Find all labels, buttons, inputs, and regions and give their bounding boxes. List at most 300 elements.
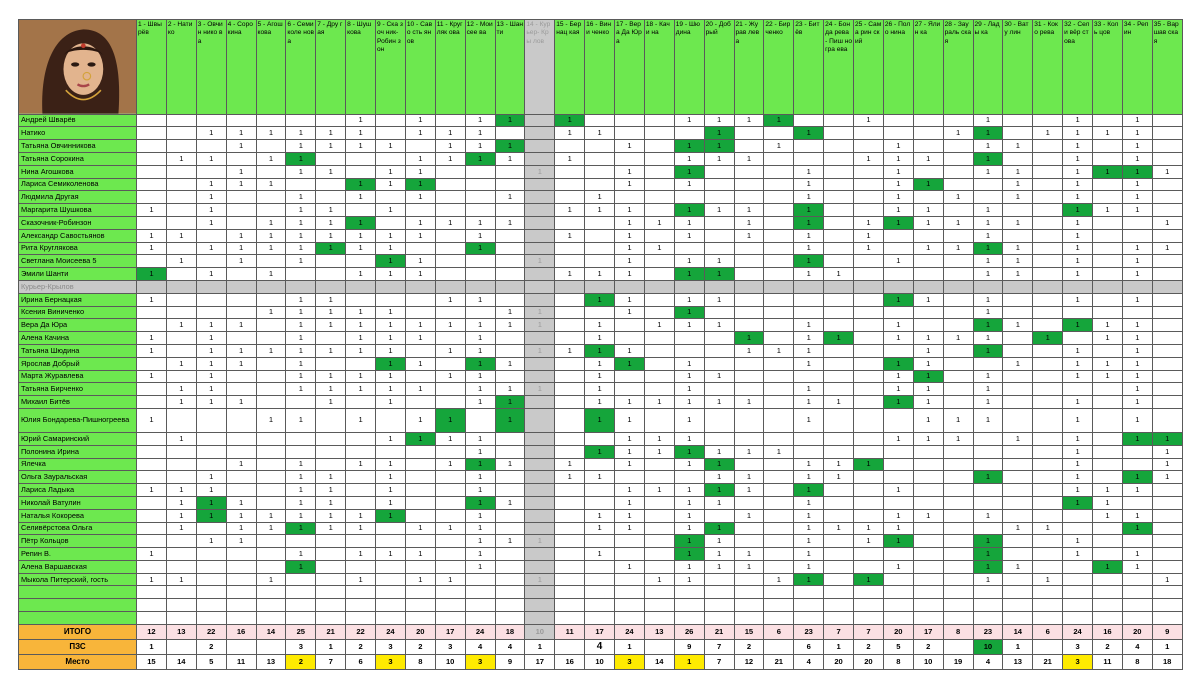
vote-cell	[764, 152, 794, 165]
vote-cell: 1	[465, 127, 495, 140]
vote-cell	[555, 496, 585, 509]
vote-cell: 1	[555, 127, 585, 140]
vote-cell	[854, 471, 884, 484]
vote-cell: 1	[1063, 242, 1093, 255]
vote-cell	[1033, 140, 1063, 153]
participant-row	[19, 344, 1183, 357]
vote-cell: 1	[346, 370, 376, 383]
vote-cell: 1	[1003, 191, 1033, 204]
vote-cell	[1152, 396, 1182, 409]
vote-cell	[824, 560, 854, 573]
vote-cell	[734, 383, 764, 396]
total-row-value: 6	[1033, 624, 1063, 639]
column-header-29: 29 - Лады ка	[973, 20, 1003, 115]
participant-row	[19, 152, 1183, 165]
vote-cell: 1	[854, 458, 884, 471]
vote-cell	[495, 127, 525, 140]
vote-cell	[913, 471, 943, 484]
vote-cell	[913, 255, 943, 268]
vote-cell	[943, 548, 973, 561]
vote-cell: 1	[615, 178, 645, 191]
vote-cell	[883, 114, 913, 127]
vote-cell: 1	[973, 535, 1003, 548]
vote-cell: 1	[286, 152, 316, 165]
vote-cell: 1	[435, 152, 465, 165]
total-row-value: 17	[913, 624, 943, 639]
vote-cell: 1	[405, 332, 435, 345]
vote-cell: 1	[674, 396, 704, 409]
vote-cell	[943, 370, 973, 383]
vote-cell: 1	[615, 293, 645, 306]
vote-cell	[376, 560, 406, 573]
vote-cell	[913, 229, 943, 242]
vote-cell: 1	[495, 458, 525, 471]
vote-cell	[555, 319, 585, 332]
place-row-value: 20	[824, 654, 854, 669]
column-header-25: 25 - Сама рин ский	[854, 20, 884, 115]
vote-cell	[704, 332, 734, 345]
vote-cell	[644, 357, 674, 370]
vote-cell	[1003, 280, 1033, 293]
vote-cell	[1093, 114, 1123, 127]
vote-cell	[1003, 370, 1033, 383]
vote-cell: 1	[883, 509, 913, 522]
vote-cell: 1	[1033, 332, 1063, 345]
vote-cell	[196, 306, 226, 319]
vote-cell	[316, 178, 346, 191]
vote-cell	[1122, 573, 1152, 586]
total-row-value: 24	[1063, 624, 1093, 639]
column-header-26: 26 - Поло нина	[883, 20, 913, 115]
vote-cell: 1	[734, 445, 764, 458]
vote-cell	[913, 458, 943, 471]
vote-cell	[137, 255, 167, 268]
vote-cell	[286, 535, 316, 548]
vote-cell: 1	[973, 216, 1003, 229]
vote-cell	[734, 127, 764, 140]
vote-cell: 1	[286, 306, 316, 319]
vote-cell	[973, 357, 1003, 370]
vote-cell	[615, 280, 645, 293]
vote-cell: 1	[226, 255, 256, 268]
vote-cell	[495, 586, 525, 599]
vote-cell	[734, 319, 764, 332]
vote-cell: 1	[615, 408, 645, 432]
participant-row	[19, 396, 1183, 409]
vote-cell	[196, 522, 226, 535]
vote-cell	[644, 408, 674, 432]
vote-cell	[1122, 599, 1152, 612]
vote-cell: 1	[824, 332, 854, 345]
vote-cell: 1	[913, 293, 943, 306]
vote-cell: 1	[196, 370, 226, 383]
vote-cell	[286, 268, 316, 281]
participant-row	[19, 560, 1183, 573]
vote-cell: 1	[704, 204, 734, 217]
participant-name: Репин В.	[19, 548, 137, 561]
vote-cell	[854, 484, 884, 497]
vote-cell: 1	[585, 408, 615, 432]
vote-cell	[913, 496, 943, 509]
vote-cell: 1	[644, 484, 674, 497]
total-row-value: 22	[196, 624, 226, 639]
vote-cell	[883, 344, 913, 357]
vote-cell: 1	[316, 471, 346, 484]
vote-cell	[854, 370, 884, 383]
vote-cell	[854, 344, 884, 357]
vote-cell: 1	[615, 140, 645, 153]
vote-cell: 1	[973, 344, 1003, 357]
vote-cell	[1063, 306, 1093, 319]
vote-cell: 1	[316, 165, 346, 178]
vote-cell	[286, 599, 316, 612]
participant-row	[19, 496, 1183, 509]
vote-cell	[256, 165, 286, 178]
vote-cell	[913, 319, 943, 332]
vote-cell	[495, 268, 525, 281]
vote-cell: 1	[704, 152, 734, 165]
vote-cell	[256, 255, 286, 268]
vote-cell: 1	[465, 458, 495, 471]
vote-cell	[1093, 178, 1123, 191]
vote-cell: 1	[376, 268, 406, 281]
vote-cell: 1	[1003, 319, 1033, 332]
vote-cell: 1	[674, 535, 704, 548]
vote-cell	[137, 319, 167, 332]
vote-cell: 1	[137, 573, 167, 586]
vote-cell	[644, 127, 674, 140]
vote-cell: 1	[734, 560, 764, 573]
vote-cell: 1	[1122, 319, 1152, 332]
vote-cell	[734, 573, 764, 586]
vote-cell	[376, 191, 406, 204]
vote-cell: 1	[854, 229, 884, 242]
participant-row	[19, 306, 1183, 319]
vote-cell: 1	[615, 229, 645, 242]
vote-cell	[704, 344, 734, 357]
vote-cell	[525, 191, 555, 204]
place-row-value: 7	[316, 654, 346, 669]
participant-row	[19, 573, 1183, 586]
vote-cell	[465, 268, 495, 281]
pzs-row-value: 4	[465, 639, 495, 654]
vote-cell: 1	[794, 509, 824, 522]
vote-cell: 1	[764, 573, 794, 586]
vote-cell: 1	[555, 471, 585, 484]
vote-cell: 1	[495, 496, 525, 509]
vote-cell: 1	[346, 178, 376, 191]
participant-name: Полонина Ирина	[19, 445, 137, 458]
vote-cell: 1	[854, 522, 884, 535]
vote-cell: 1	[1093, 127, 1123, 140]
vote-cell	[256, 484, 286, 497]
vote-cell	[495, 204, 525, 217]
vote-cell: 1	[316, 306, 346, 319]
vote-cell	[346, 432, 376, 445]
vote-cell	[226, 293, 256, 306]
vote-cell: 1	[1063, 268, 1093, 281]
vote-cell: 1	[137, 548, 167, 561]
vote-cell	[196, 445, 226, 458]
vote-cell	[525, 432, 555, 445]
vote-cell	[734, 408, 764, 432]
vote-cell: 1	[883, 383, 913, 396]
vote-cell	[1152, 484, 1182, 497]
vote-cell	[734, 458, 764, 471]
vote-cell: 1	[405, 573, 435, 586]
vote-cell: 1	[316, 127, 346, 140]
vote-cell: 1	[794, 548, 824, 561]
vote-cell: 1	[346, 229, 376, 242]
vote-cell	[824, 573, 854, 586]
vote-cell: 1	[1063, 396, 1093, 409]
vote-cell	[495, 255, 525, 268]
vote-cell: 1	[316, 204, 346, 217]
vote-cell	[644, 599, 674, 612]
vote-cell: 1	[854, 114, 884, 127]
vote-cell: 1	[1122, 114, 1152, 127]
vote-cell: 1	[256, 344, 286, 357]
vote-cell	[1093, 522, 1123, 535]
vote-cell: 1	[674, 268, 704, 281]
place-row	[19, 654, 1183, 669]
vote-cell	[854, 383, 884, 396]
vote-cell	[405, 560, 435, 573]
vote-cell	[166, 280, 196, 293]
vote-cell: 1	[1152, 432, 1182, 445]
vote-cell: 1	[943, 242, 973, 255]
vote-cell	[555, 445, 585, 458]
vote-cell: 1	[465, 484, 495, 497]
vote-cell	[435, 509, 465, 522]
vote-cell: 1	[1122, 509, 1152, 522]
vote-cell	[316, 191, 346, 204]
vote-cell	[704, 383, 734, 396]
vote-cell: 1	[1063, 229, 1093, 242]
vote-cell: 1	[435, 522, 465, 535]
vote-cell: 1	[166, 396, 196, 409]
vote-cell: 1	[973, 152, 1003, 165]
vote-cell: 1	[913, 432, 943, 445]
vote-cell: 1	[615, 216, 645, 229]
vote-cell: 1	[316, 522, 346, 535]
vote-cell	[943, 496, 973, 509]
vote-cell: 1	[794, 204, 824, 217]
place-row-value: 20	[854, 654, 884, 669]
participant-name: Нина Агошкова	[19, 165, 137, 178]
vote-cell: 1	[704, 548, 734, 561]
vote-cell	[854, 445, 884, 458]
vote-cell	[1003, 445, 1033, 458]
vote-cell	[166, 268, 196, 281]
vote-cell: 1	[615, 165, 645, 178]
participant-name	[19, 586, 137, 599]
vote-cell	[346, 357, 376, 370]
vote-cell: 1	[674, 509, 704, 522]
total-row-value: 13	[644, 624, 674, 639]
vote-cell	[555, 522, 585, 535]
vote-cell	[196, 599, 226, 612]
vote-cell	[704, 599, 734, 612]
participant-name: Татьяна Бирченко	[19, 383, 137, 396]
vote-cell	[764, 522, 794, 535]
vote-cell: 1	[585, 471, 615, 484]
vote-cell	[376, 599, 406, 612]
vote-cell	[644, 496, 674, 509]
vote-cell	[1003, 306, 1033, 319]
vote-cell: 1	[794, 573, 824, 586]
vote-cell: 1	[376, 242, 406, 255]
vote-cell	[615, 370, 645, 383]
vote-cell: 1	[376, 548, 406, 561]
vote-cell	[943, 140, 973, 153]
vote-cell	[644, 255, 674, 268]
vote-cell: 1	[465, 509, 495, 522]
vote-cell	[435, 383, 465, 396]
vote-cell	[495, 471, 525, 484]
vote-cell: 1	[405, 357, 435, 370]
vote-cell	[824, 370, 854, 383]
participant-name: Мыкола Питерский, гость	[19, 573, 137, 586]
vote-cell	[913, 445, 943, 458]
vote-cell	[465, 178, 495, 191]
vote-cell	[943, 612, 973, 625]
vote-cell	[137, 383, 167, 396]
vote-cell	[764, 306, 794, 319]
vote-cell	[196, 293, 226, 306]
vote-cell: 1	[166, 255, 196, 268]
vote-cell: 1	[674, 573, 704, 586]
vote-cell: 1	[585, 191, 615, 204]
participant-row	[19, 548, 1183, 561]
vote-cell	[525, 370, 555, 383]
vote-cell	[615, 152, 645, 165]
vote-cell	[824, 127, 854, 140]
column-header-16: 16 - Вини ченко	[585, 20, 615, 115]
vote-cell	[883, 586, 913, 599]
vote-cell	[166, 408, 196, 432]
vote-cell	[734, 535, 764, 548]
vote-cell	[644, 191, 674, 204]
vote-cell: 1	[196, 496, 226, 509]
vote-cell: 1	[674, 255, 704, 268]
vote-cell: 1	[1152, 458, 1182, 471]
vote-cell	[734, 586, 764, 599]
vote-cell	[1093, 599, 1123, 612]
vote-cell: 1	[555, 114, 585, 127]
vote-cell	[854, 127, 884, 140]
participant-name: Лариса Ладыка	[19, 484, 137, 497]
participant-name: Эмили Шанти	[19, 268, 137, 281]
vote-cell	[495, 548, 525, 561]
vote-cell	[734, 496, 764, 509]
vote-cell	[525, 204, 555, 217]
participant-name: Сказочник-Робинзон	[19, 216, 137, 229]
vote-cell: 1	[674, 357, 704, 370]
vote-cell: 1	[734, 484, 764, 497]
vote-cell	[644, 383, 674, 396]
vote-cell	[256, 612, 286, 625]
vote-cell	[644, 344, 674, 357]
column-header-35: 35 - Вар шав ская	[1152, 20, 1182, 115]
participant-name: Наталья Кокорева	[19, 509, 137, 522]
vote-cell	[854, 496, 884, 509]
vote-cell	[704, 242, 734, 255]
vote-cell: 1	[674, 370, 704, 383]
total-row-value: 22	[346, 624, 376, 639]
participant-name: Вера Да Юра	[19, 319, 137, 332]
vote-cell	[854, 204, 884, 217]
vote-cell	[585, 216, 615, 229]
vote-cell: 1	[286, 216, 316, 229]
vote-cell	[1093, 229, 1123, 242]
vote-cell	[764, 293, 794, 306]
vote-cell: 1	[794, 216, 824, 229]
vote-cell: 1	[286, 140, 316, 153]
vote-cell: 1	[1122, 152, 1152, 165]
column-header-7: 7 - Дру гая	[316, 20, 346, 115]
vote-cell: 1	[405, 165, 435, 178]
vote-cell	[226, 280, 256, 293]
vote-cell: 1	[973, 165, 1003, 178]
vote-cell	[585, 560, 615, 573]
total-row-value: 10	[525, 624, 555, 639]
vote-cell	[674, 344, 704, 357]
vote-cell	[943, 255, 973, 268]
vote-cell	[644, 586, 674, 599]
vote-cell: 1	[1003, 357, 1033, 370]
participant-name: Лариса Семиколенова	[19, 178, 137, 191]
vote-cell	[644, 140, 674, 153]
vote-cell	[495, 560, 525, 573]
vote-cell	[644, 560, 674, 573]
vote-cell	[1152, 114, 1182, 127]
vote-cell: 1	[824, 396, 854, 409]
vote-cell: 1	[883, 432, 913, 445]
vote-cell	[166, 204, 196, 217]
vote-cell: 1	[883, 204, 913, 217]
vote-cell	[1003, 458, 1033, 471]
vote-cell	[435, 496, 465, 509]
vote-cell	[1033, 484, 1063, 497]
vote-cell: 1	[644, 432, 674, 445]
total-row-value: 21	[704, 624, 734, 639]
pzs-row-value: 2	[346, 639, 376, 654]
vote-cell	[405, 280, 435, 293]
vote-cell	[973, 280, 1003, 293]
vote-cell: 1	[196, 396, 226, 409]
vote-cell: 1	[1122, 522, 1152, 535]
vote-cell	[854, 178, 884, 191]
column-header-5: 5 - Агош кова	[256, 20, 286, 115]
vote-cell: 1	[405, 383, 435, 396]
vote-cell	[137, 127, 167, 140]
vote-cell: 1	[1122, 471, 1152, 484]
vote-cell	[1152, 319, 1182, 332]
vote-cell: 1	[166, 229, 196, 242]
vote-cell: 1	[1003, 255, 1033, 268]
vote-cell: 1	[495, 396, 525, 409]
vote-cell	[585, 535, 615, 548]
vote-cell: 1	[734, 204, 764, 217]
vote-cell: 1	[1003, 216, 1033, 229]
vote-cell: 1	[1093, 357, 1123, 370]
pzs-row-value: 3	[376, 639, 406, 654]
vote-cell	[286, 612, 316, 625]
vote-cell	[585, 432, 615, 445]
vote-cell	[764, 396, 794, 409]
vote-cell	[854, 408, 884, 432]
